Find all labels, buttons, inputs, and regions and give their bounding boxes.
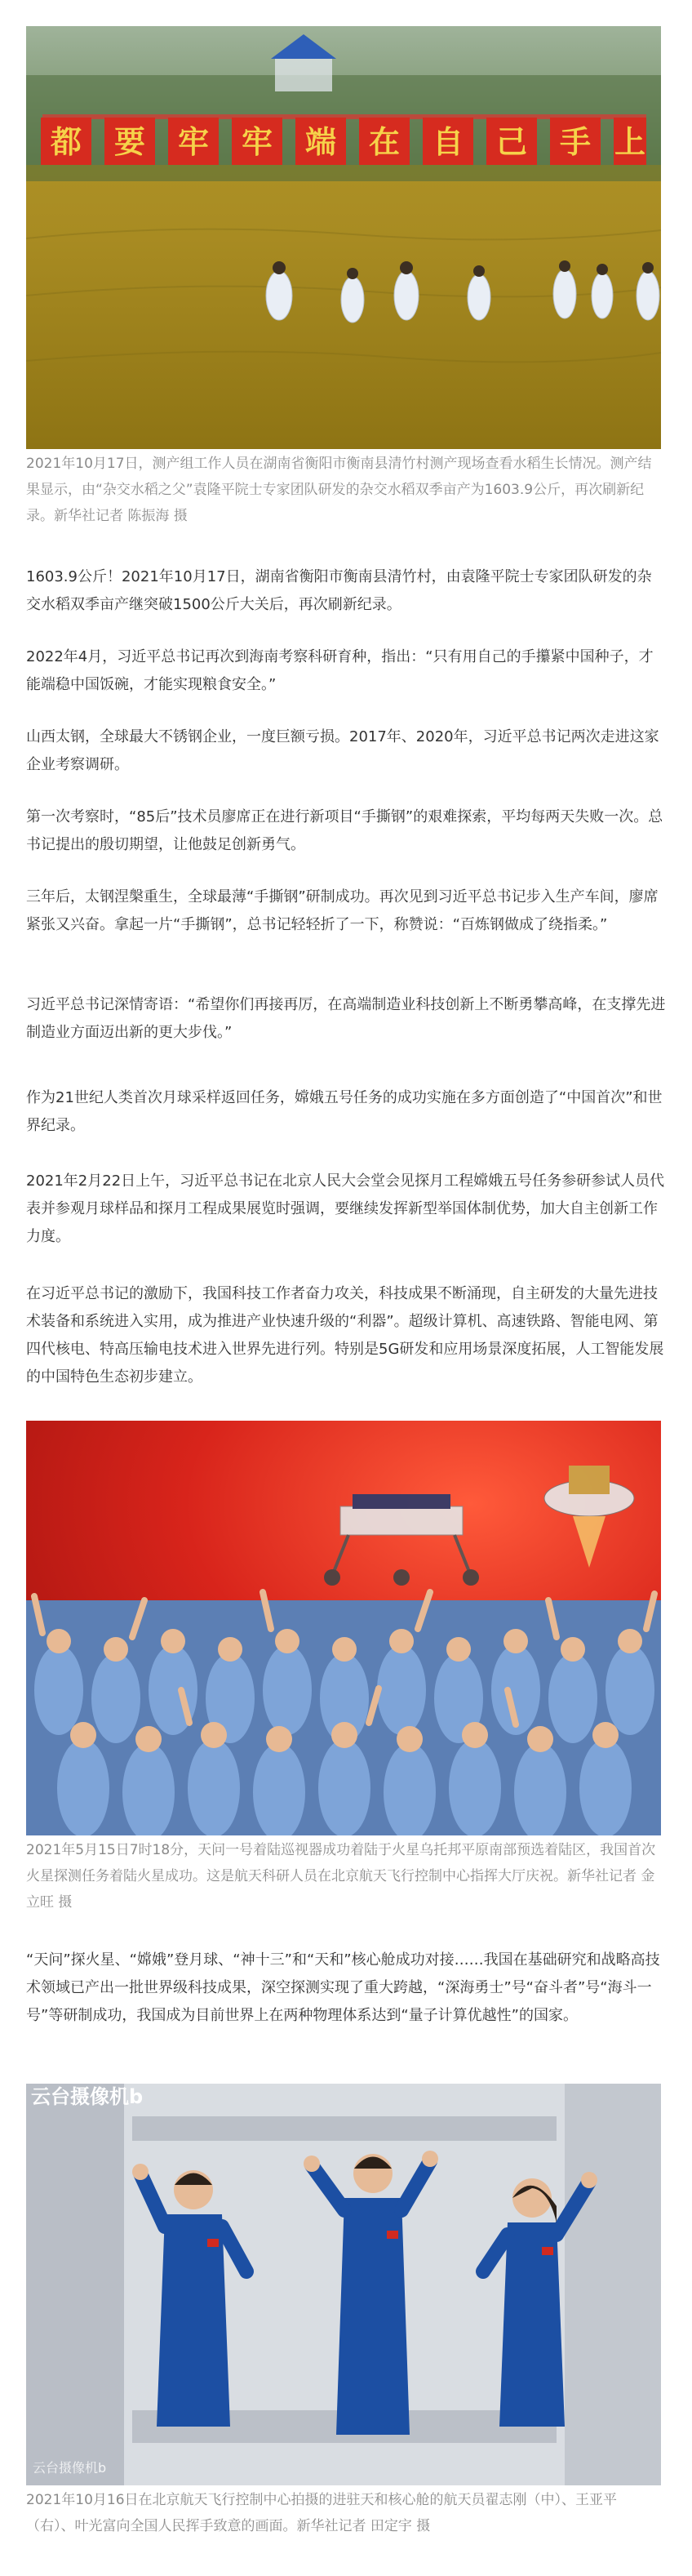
paragraph: 山西太钢，全球最大不锈钢企业，一度巨额亏损。2017年、2020年，习近平总书记两次走进这家企业考察调研。 xyxy=(26,728,659,773)
paragraph: 2022年4月，习近平总书记再次到海南考察科研育种，指出：“只有用自己的手攥紧中国种子，才能端稳中国饭碗，才能实现粮食安全。” xyxy=(26,648,654,693)
slogan-char: 己 xyxy=(495,124,528,160)
photo-caption: 2021年5月15日7时18分，天问一号着陆巡视器成功着陆于火星乌托邦平原南部预选着陆区，我国首次火星探测任务着陆火星成功。这是航天科研人员在北京航天飞行控制中心指挥大厅庆祝。新华社记者 金立旺 摄 xyxy=(26,1842,656,1911)
paragraph: 习近平总书记深情寄语：“希望你们再接再厉，在高端制造业科技创新上不断勇攀高峰，在支撑先进制造业方面迈出新的更大步伐。” xyxy=(26,996,666,1041)
slogan-char: 自 xyxy=(432,124,464,160)
slogan-char: 都 xyxy=(50,124,82,160)
slogan-char: 手 xyxy=(559,124,592,160)
photo-caption: 2021年10月16日在北京航天飞行控制中心拍摄的进驻天和核心舱的航天员翟志刚（中）、王亚平（右）、叶光富向全国人民挥手致意的画面。新华社记者 田定宇 摄 xyxy=(26,2492,618,2534)
photo-rice-field xyxy=(26,26,661,449)
paragraph: 1603.9公斤！2021年10月17日，湖南省衡阳市衡南县清竹村，由袁隆平院士专家团队研发的杂交水稻双季亩产继突破1500公斤大关后，再次刷新纪录。 xyxy=(26,568,652,613)
paragraph: 2021年2月22日上午，习近平总书记在北京人民大会堂会见探月工程嫦娥五号任务参研参试人员代表并参观月球样品和探月工程成果展览时强调，要继续发挥新型举国体制优势，加大自主创新工作力度。 xyxy=(26,1172,665,1245)
paragraph: 三年后，太钢涅槃重生，全球最薄“手撕钢”研制成功。再次见到习近平总书记步入生产车间，廖席紧张又兴奋。拿起一片“手撕钢”，总书记轻轻折了一下，称赞说：“百炼钢做成了绕指柔。” xyxy=(26,888,659,933)
paragraph: 作为21世纪人类首次月球采样返回任务，嫦娥五号任务的成功实施在多方面创造了“中国首次”和世界纪录。 xyxy=(26,1089,663,1134)
camera-overlay-label: 云台摄像机b xyxy=(31,2085,144,2108)
photo-caption: 2021年10月17日，测产组工作人员在湖南省衡阳市衡南县清竹村测产现场查看水稻生长情况。测产结果显示，由“杂交水稻之父”袁隆平院士专家团队研发的杂交水稻双季亩产为1603.9公斤，再次刷新纪录。新华社记者 陈振海 摄 xyxy=(26,456,652,524)
camera-overlay-label: 云台摄像机b xyxy=(33,2460,107,2476)
slogan-char: 要 xyxy=(113,124,146,160)
slogan-char: 牢 xyxy=(177,124,210,160)
slogan-char: 在 xyxy=(368,124,401,160)
slogan-char: 牢 xyxy=(241,124,273,160)
photo-astronauts-tianhe xyxy=(26,2084,661,2485)
paragraph: 在习近平总书记的激励下，我国科技工作者奋力攻关，科技成果不断涌现，自主研发的大量先进技术装备和系统进入实用，成为推进产业快速升级的“利器”。超级计算机、高速铁路、智能电网、第四代核电、特高压输电技术进入世界先进行列。特别是5G研发和应用场景深度拓展，人工智能发展的中国特色生态初步建立。 xyxy=(26,1285,664,1386)
photo-mars-landing-celebration xyxy=(26,1421,661,1835)
slogan-char: 端 xyxy=(304,124,337,160)
paragraph: “天问”探火星、“嫦娥”登月球、“神十三”和“天和”核心舱成功对接……我国在基础研究和战略高技术领域已产出一批世界级科技成果，深空探测实现了重大跨越，“深海勇士”号“奋斗者”号“海斗一号”等研制成功，我国成为目前世界上在两种物理体系达到“量子计算优越性”的国家。 xyxy=(26,1951,660,2024)
paragraph: 第一次考察时，“85后”技术员廖席正在进行新项目“手撕钢”的艰难探索，平均每两天失败一次。总书记提出的殷切期望，让他鼓足创新勇气。 xyxy=(26,808,663,853)
slogan-char: 上 xyxy=(614,124,646,160)
